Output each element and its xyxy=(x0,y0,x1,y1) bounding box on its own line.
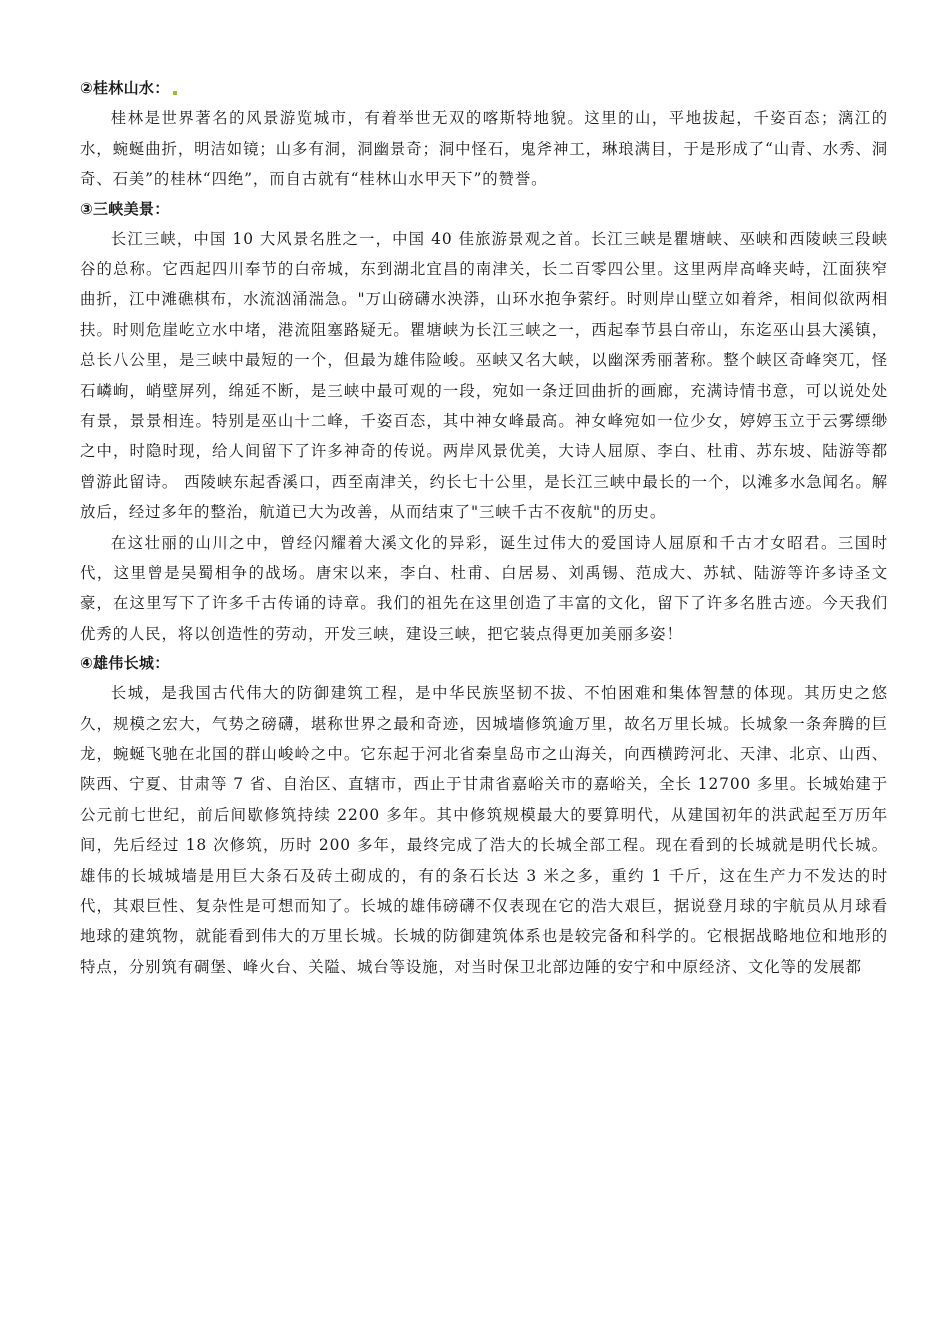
section-heading xyxy=(80,74,888,103)
section-great-wall xyxy=(80,649,888,982)
paragraph: 在这壮丽的山川之中，曾经闪耀着大溪文化的异彩，诞生过伟大的爱国诗人屈原和千古才女昭君。三国时代，这里曾是吴蜀相争的战场。唐宋以来，李白、杜甫、白居易、刘禹锡、范成大、苏轼、陆游等许多诗圣文豪，在这里写下了许多千古传诵的诗章。我们的祖先在这里创造了丰富的文化，留下了许多名胜古迹。今天我们优秀的人民，将以创造性的劳动，开发三峡，建设三峡，把它装点得更加美丽多姿！ xyxy=(80,533,888,643)
section-heading: ④雄伟长城： xyxy=(80,654,170,673)
section-three-gorges xyxy=(80,195,888,650)
section-heading-text: ②桂林山水： xyxy=(80,79,170,97)
section-heading: ③三峡美景： xyxy=(80,199,170,218)
marker-icon xyxy=(173,91,177,95)
paragraph: 长江三峡，中国 10 大风景名胜之一，中国 40 佳旅游景观之首。长江三峡是瞿塘峡、巫峡和西陵峡三段峡谷的总称。它西起四川奉节的白帝城，东到湖北宜昌的南津关，长二百零四公里。这里两岸高峰夹峙，江面狭窄曲折，江中滩礁棋布，水流汹涌湍急。"万山磅礴水泱漭，山环水抱争萦纡。时则岸山壁立如着斧，相间似欲两相扶。时则危崖屹立水中堵，港流阻塞路疑无。瞿塘峡为长江三峡之一，西起奉节县白帝山，东迄巫山县大溪镇，总长八公里，是三峡中最短的一个，但最为雄伟险峻。巫峡又名大峡，以幽深秀丽著称。整个峡区奇峰突兀，怪石嶙峋，峭壁屏列，绵延不断，是三峡中最可观的一段，宛如一条迂回曲折的画廊，充满诗情书意，可以说处处有景，景景相连。特别是巫山十二峰，千姿百态，其中神女峰最高。神女峰宛如一位少女，婷婷玉立于云雾缥缈之中，时隐时现，给人间留下了许多神奇的传说。两岸风景优美，大诗人屈原、李白、杜甫、苏东坡、陆游等都曾游此留诗。 西陵峡东起香溪口，西至南津关，约长七十公里，是长江三峡中最长的一个，以滩多水急闻名。解放后，经过多年的整治，航道已大为改善，从而结束了"三峡千古不夜航"的历史。 xyxy=(80,229,888,522)
paragraph: 桂林是世界著名的风景游览城市，有着举世无双的喀斯特地貌。这里的山，平地拔起，千姿百态；漓江的水，蜿蜒曲折，明洁如镜；山多有洞，洞幽景奇；洞中怪石，鬼斧神工，琳琅满目，于是形成了“山青、水秀、洞奇、石美”的桂林“四绝”，而自古就有“桂林山水甲天下”的赞誉。 xyxy=(80,109,888,188)
document-page xyxy=(80,74,888,982)
paragraph: 长城，是我国古代伟大的防御建筑工程，是中华民族坚韧不拔、不怕困难和集体智慧的体现。其历史之悠久，规模之宏大，气势之磅礴，堪称世界之最和奇迹，因城墙修筑逾万里，故名万里长城。长城象一条奔腾的巨龙，蜿蜒飞驰在北国的群山峻岭之中。它东起于河北省秦皇岛市之山海关，向西横跨河北、天津、北京、山西、陕西、宁夏、甘肃等 7 省、自治区、直辖市，西止于甘肃省嘉峪关市的嘉峪关，全长 12700 多里。长城始建于公元前七世纪，前后间歇修筑持续 2200 多年。其中修筑规模最大的要算明代，从建国初年的洪武起至万历年间，先后经过 18 次修筑，历时 200 多年，最终完成了浩大的长城全部工程。现在看到的长城就是明代长城。雄伟的长城城墙是用巨大条石及砖土砌成的，有的条石长达 3 米之多，重约 1 千斤，这在生产力不发达的时代，其艰巨性、复杂性是可想而知了。长城的雄伟磅礴不仅表现在它的浩大艰巨，据说登月球的宇航员从月球看地球的建筑物，就能看到伟大的万里长城。长城的防御建筑体系也是较完备和科学的。它根据战略地位和地形的特点，分别筑有碉堡、峰火台、关隘、城台等设施，对当时保卫北部边陲的安宁和中原经济、文化等的发展都 xyxy=(80,684,888,976)
section-guilin xyxy=(80,74,888,195)
